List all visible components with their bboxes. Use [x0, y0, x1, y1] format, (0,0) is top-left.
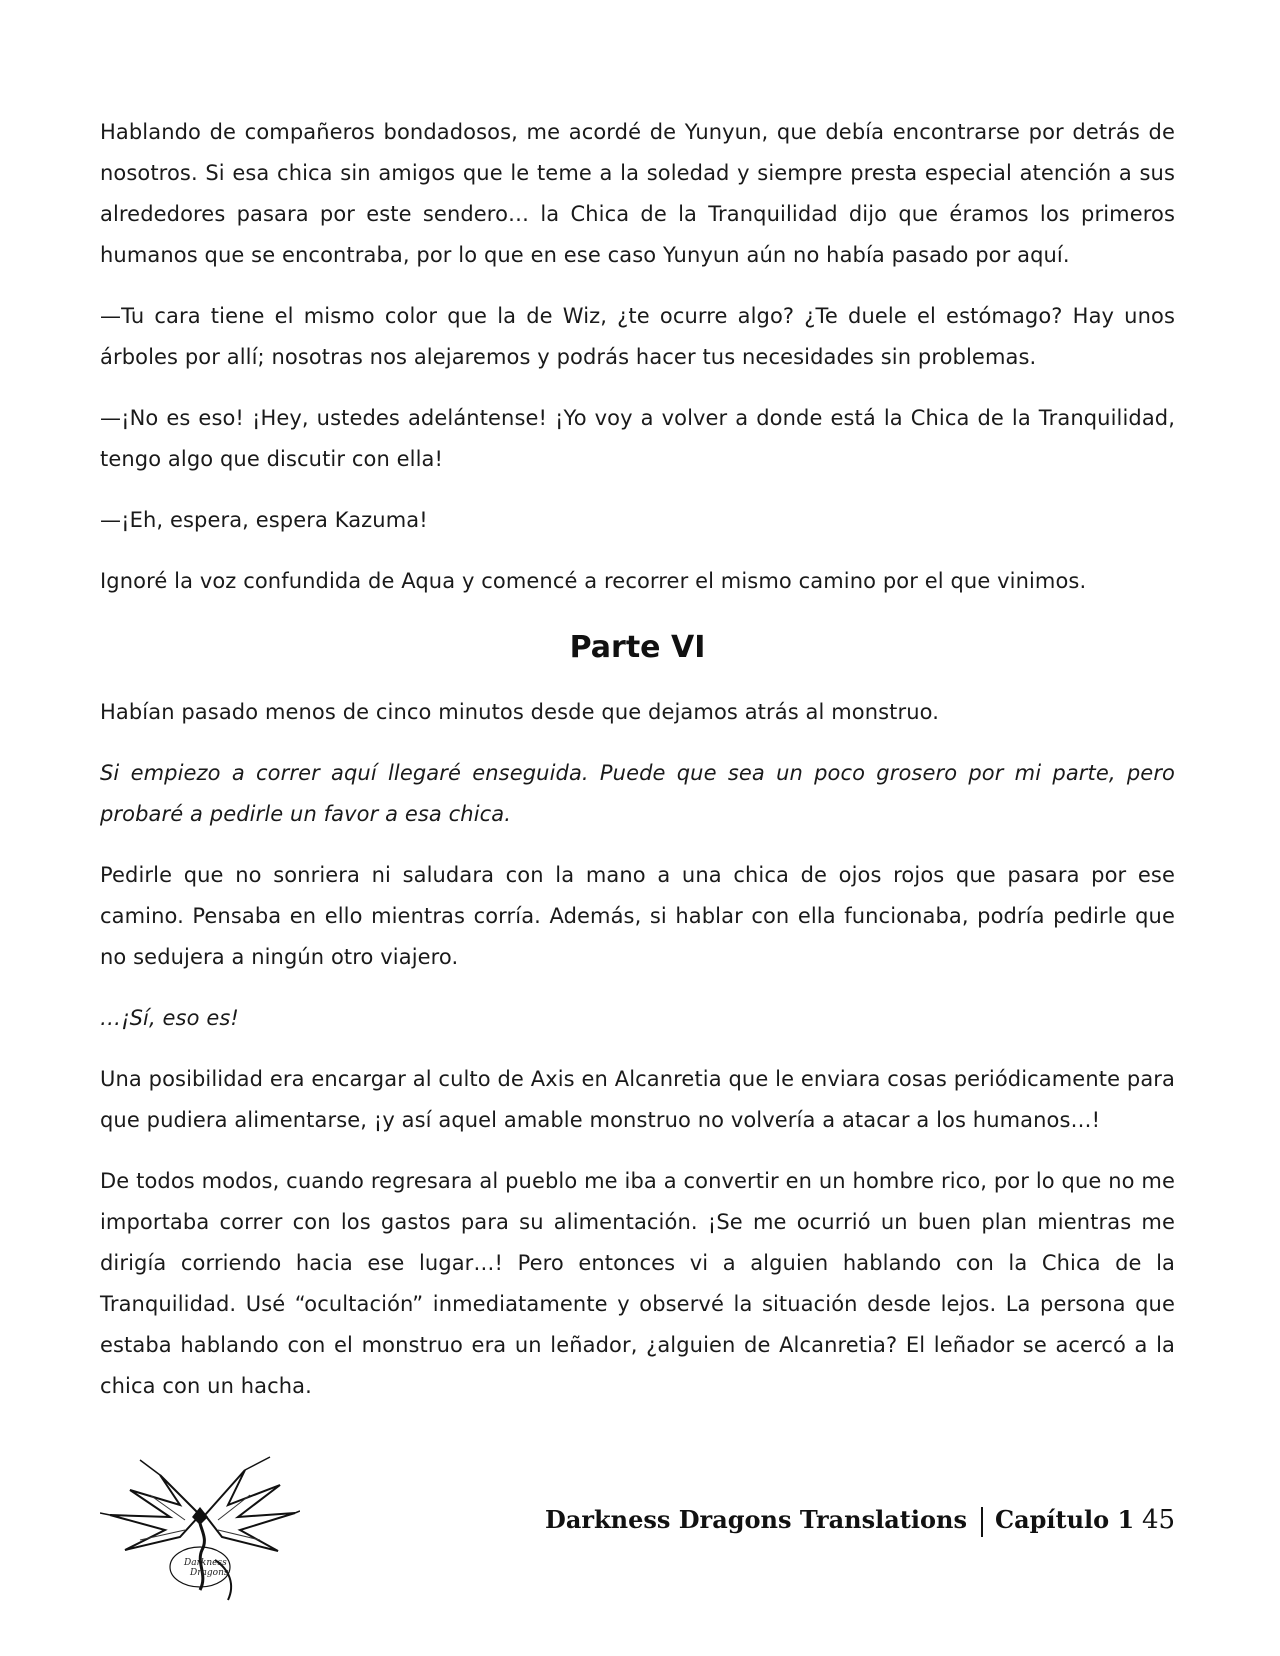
page-number: 45 [1142, 1505, 1176, 1535]
dragon-logo-icon [100, 1455, 300, 1605]
paragraph: Habían pasado menos de cinco minutos desde que dejamos atrás al monstruo. [100, 700, 939, 724]
dragon-logo [100, 1455, 300, 1605]
footer-divider [981, 1507, 983, 1537]
paragraph-inner-thought: …¡Sí, eso es! [100, 1006, 239, 1030]
paragraph-inner-thought: Si empiezo a correr aquí llegaré enseguida. Puede que sea un poco grosero por mi parte, pero probaré a pedirle un favor a esa chica. [100, 761, 1175, 826]
paragraph: De todos modos, cuando regresara al pueblo me iba a convertir en un hombre rico, por lo que no me importaba correr con los gastos para su alimentación. ¡Se me ocurrió un buen plan mientras me dirigía corriendo hacia ese lugar…! Pero entonces vi a alguien hablando con la Chica de la Tranquilidad. Usé “ocultación” inmediatamente y observé la situación desde lejos. La persona que estaba hablando con el monstruo era un leñador, ¿alguien de Alcanretia? El leñador se acercó a la chica con un hacha. [100, 1169, 1175, 1398]
paragraphs-before [100, 112, 1175, 602]
footer-credit [545, 1503, 1134, 1537]
paragraph: Una posibilidad era encargar al culto de Axis en Alcanretia que le enviara cosas periódicamente para que pudiera alimentarse, ¡y así aquel amable monstruo no volvería a atacar a los humanos…! [100, 1067, 1175, 1132]
logo-text-line1: Darkness [184, 1558, 227, 1568]
section-title: Parte VI [569, 630, 706, 665]
paragraph: Ignoré la voz confundida de Aqua y comencé a recorrer el mismo camino por el que vinimos. [100, 569, 1087, 593]
paragraph: —¡Eh, espera, espera Kazuma! [100, 508, 428, 532]
logo-text-line2: Dragons [190, 1568, 229, 1578]
document-body [100, 112, 1175, 1427]
paragraph: —Tu cara tiene el mismo color que la de Wiz, ¿te ocurre algo? ¿Te duele el estómago? Hay unos árboles por allí; nosotras nos alejaremos y podrás hacer tus necesidades sin problemas. [100, 304, 1175, 369]
paragraph: Hablando de compañeros bondadosos, me acordé de Yunyun, que debía encontrarse por detrás de nosotros. Si esa chica sin amigos que le teme a la soledad y siempre presta especial atención a sus alrededores pasara por este sendero… la Chica de la Tranquilidad dijo que éramos los primeros humanos que se encontraba, por lo que en ese caso Yunyun aún no había pasado por aquí. [100, 120, 1175, 267]
paragraph: —¡No es eso! ¡Hey, ustedes adelántense! ¡Yo voy a volver a donde está la Chica de la Tranquilidad, tengo algo que discutir con ella! [100, 406, 1175, 471]
paragraph: Pedirle que no sonriera ni saludara con la mano a una chica de ojos rojos que pasara por ese camino. Pensaba en ello mientras corría. Además, si hablar con ella funcionaba, podría pedirle que no sedujera a ningún otro viajero. [100, 863, 1175, 969]
group-name: Darkness Dragons Translations [545, 1505, 967, 1534]
page-footer [0, 1455, 1280, 1605]
chapter-label: Capítulo 1 [994, 1505, 1135, 1534]
paragraphs-after [100, 692, 1175, 1407]
